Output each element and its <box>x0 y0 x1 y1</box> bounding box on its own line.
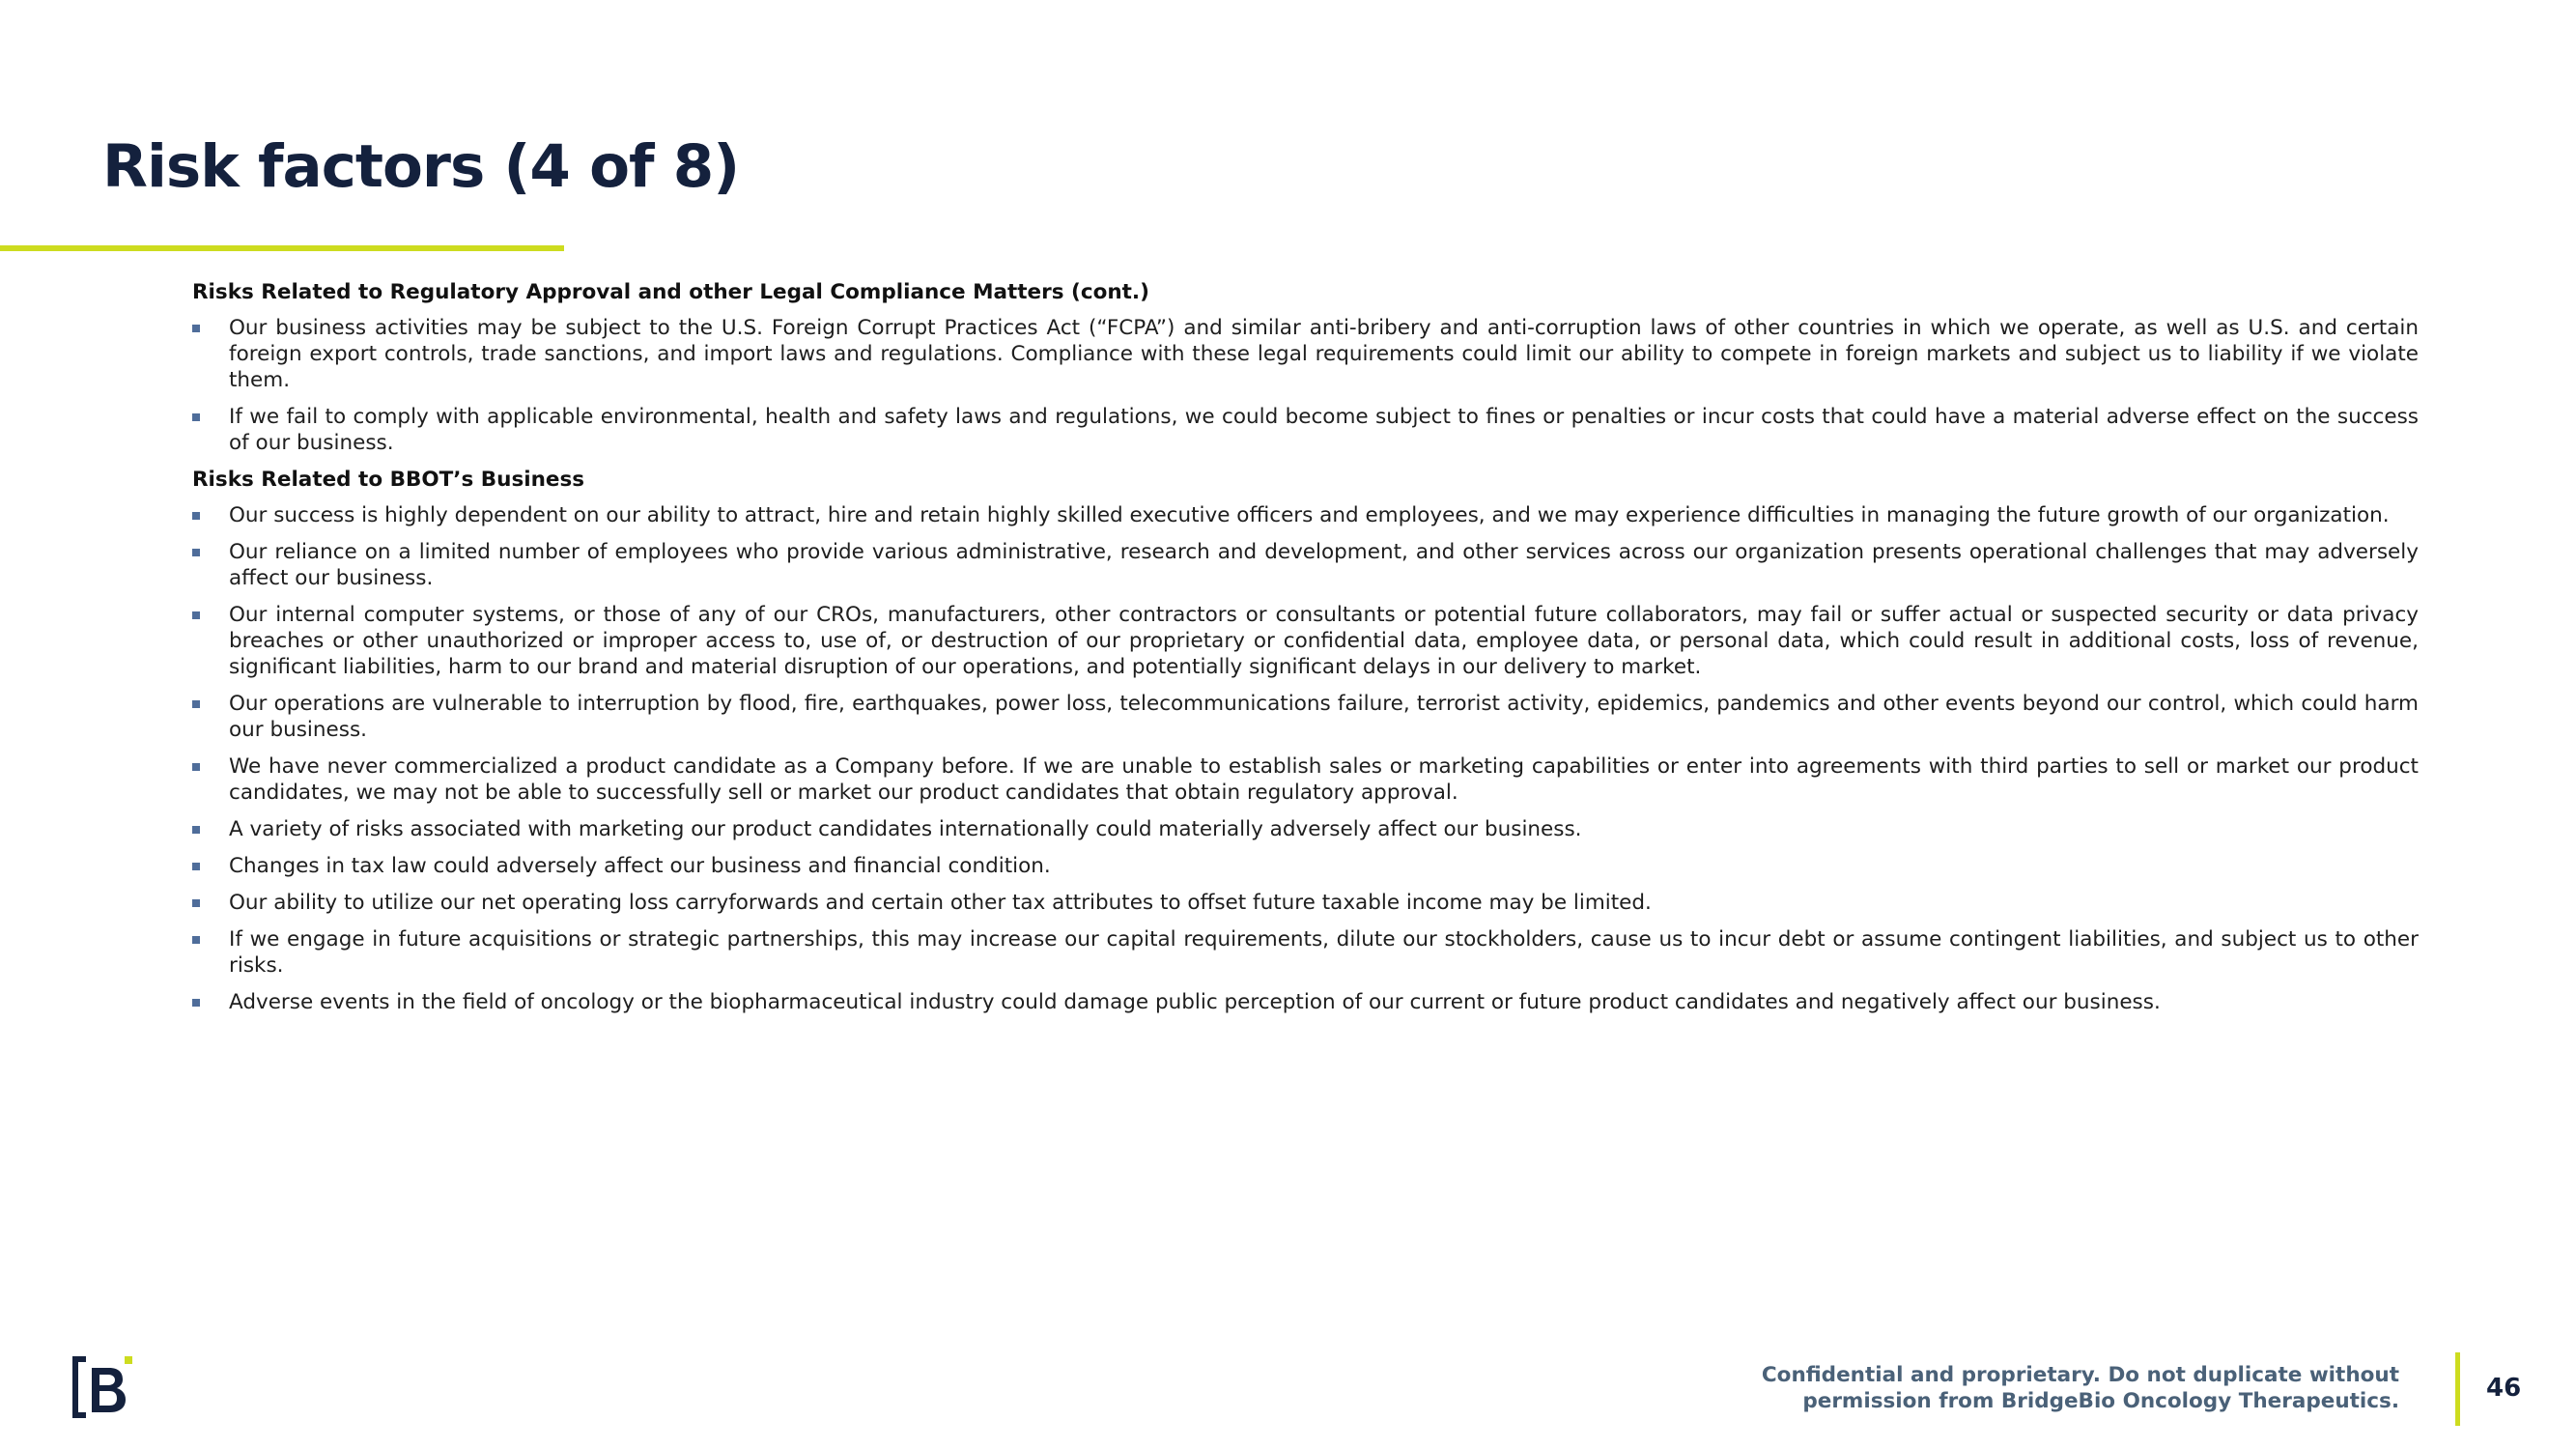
bullet-text: Our operations are vulnerable to interruption by flood, fire, earthquakes, power loss, telecommunications failure, terrorist activity, epidemics, pandemics and other events beyond our control, which could harm our business. <box>229 692 2419 742</box>
bullet-text: Our success is highly dependent on our ability to attract, hire and retain highly skilled executive officers and employees, and we may experience difficulties in managing the future growth of our organization. <box>229 503 2390 527</box>
bullet-text: Changes in tax law could adversely affect our business and financial condition. <box>229 854 1051 878</box>
confidentiality-notice <box>1762 1362 2399 1414</box>
square-bullet-icon <box>192 826 200 834</box>
list-item <box>192 404 2419 456</box>
list-item <box>192 989 2419 1015</box>
title-underline <box>0 245 564 251</box>
section-heading-regulatory: Risks Related to Regulatory Approval and other Legal Compliance Matters (cont.) <box>192 280 1149 304</box>
list-item <box>192 539 2419 591</box>
list-item <box>192 890 2419 916</box>
list-item <box>192 926 2419 979</box>
slide-content <box>192 279 2419 1026</box>
slide-title: Risk factors (4 of 8) <box>102 132 740 201</box>
bullet-text: Our ability to utilize our net operating loss carryforwards and certain other tax attributes to offset future taxable income may be limited. <box>229 891 1652 915</box>
square-bullet-icon <box>192 763 200 771</box>
bullet-list-regulatory <box>192 315 2419 456</box>
confidentiality-line-1: Confidential and proprietary. Do not duplicate without <box>1761 1363 2399 1387</box>
square-bullet-icon <box>192 700 200 708</box>
square-bullet-icon <box>192 863 200 870</box>
square-bullet-icon <box>192 999 200 1007</box>
square-bullet-icon <box>192 413 200 421</box>
square-bullet-icon <box>192 549 200 556</box>
footer-divider <box>2455 1352 2460 1426</box>
list-item <box>192 315 2419 393</box>
square-bullet-icon <box>192 899 200 907</box>
bullet-text: If we engage in future acquisitions or strategic partnerships, this may increase our capital requirements, dilute our stockholders, cause us to incur debt or assume contingent liabilities, and subject us to other risks. <box>229 927 2419 978</box>
page-number: 46 <box>2486 1374 2522 1403</box>
section-heading-business: Risks Related to BBOT’s Business <box>192 468 585 492</box>
square-bullet-icon <box>192 325 200 332</box>
bullet-text: If we fail to comply with applicable environmental, health and safety laws and regulations, we could become subject to fines or penalties or incur costs that could have a material adverse effect on the success of our business. <box>229 405 2419 455</box>
bullet-text: We have never commercialized a product candidate as a Company before. If we are unable to establish sales or marketing capabilities or enter into agreements with third parties to sell or market our product candidates, we may not be able to successfully sell or market our product candidates that obtain regulatory approval. <box>229 754 2419 805</box>
list-item <box>192 853 2419 879</box>
square-bullet-icon <box>192 936 200 944</box>
bullet-text: Our internal computer systems, or those of any of our CROs, manufacturers, other contractors or consultants or potential future collaborators, may fail or suffer actual or suspected security or data privacy breaches or other unauthorized or improper access to, use of, or destruction of our proprietary or confidential data, employee data, or personal data, which could result in additional costs, loss of revenue, significant liabilities, harm to our brand and material disruption of our operations, and potentially significant delays in our delivery to market. <box>229 603 2419 679</box>
list-item <box>192 691 2419 743</box>
bullet-text: Our reliance on a limited number of employees who provide various administrative, research and development, and other services across our organization presents operational challenges that may adversely affect our business. <box>229 540 2419 590</box>
bullet-text: Adverse events in the field of oncology or the biopharmaceutical industry could damage public perception of our current or future product candidates and negatively affect our business. <box>229 990 2161 1014</box>
list-item <box>192 753 2419 806</box>
bullet-text: Our business activities may be subject to the U.S. Foreign Corrupt Practices Act (“FCPA”) and similar anti-bribery and anti-corruption laws of other countries in which we operate, as well as U.S. and certain foreign export controls, trade sanctions, and import laws and regulations. Compliance with these legal requirements could limit our ability to compete in foreign markets and subject us to liability if we violate them. <box>229 316 2419 392</box>
bullet-text: A variety of risks associated with marketing our product candidates internationally could materially adversely affect our business. <box>229 817 1582 841</box>
confidentiality-line-2: permission from BridgeBio Oncology Therapeutics. <box>1802 1389 2399 1413</box>
square-bullet-icon <box>192 512 200 520</box>
bridgebio-logo-icon <box>69 1352 136 1422</box>
list-item <box>192 502 2419 528</box>
list-item <box>192 816 2419 842</box>
list-item <box>192 602 2419 680</box>
square-bullet-icon <box>192 611 200 619</box>
bullet-list-business <box>192 502 2419 1015</box>
